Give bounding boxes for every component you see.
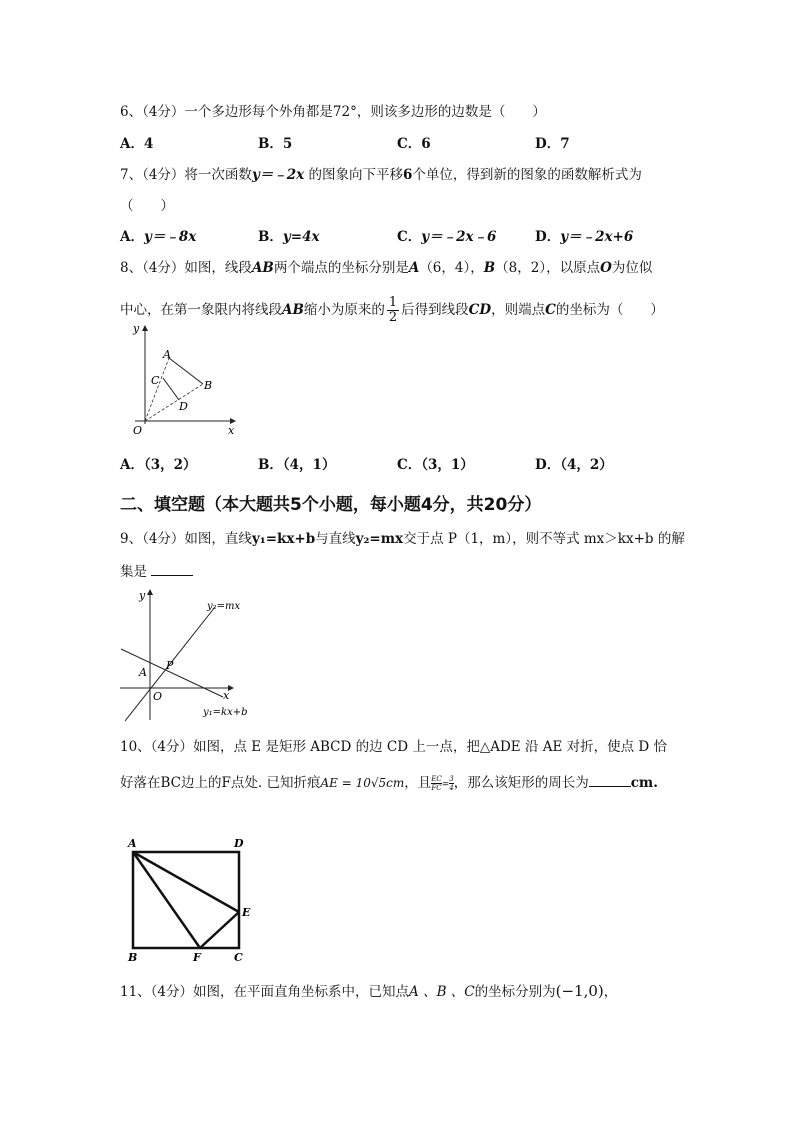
q7-shift: 6	[403, 167, 413, 183]
q11-stem: 11、（4分）如图，在平面直角坐标系中，已知点A 、B 、C的坐标分别为(−1,0)，	[120, 982, 618, 1000]
q10-fig-label-a: A	[128, 837, 137, 850]
q7-stem-a: 7、（4分）将一次函数	[120, 167, 252, 183]
q9-fig-label-p: P	[166, 659, 174, 672]
q8-fig-label-c: C	[151, 374, 160, 387]
q8-fig-label-a: A	[163, 348, 171, 361]
q10-ratio-right: $\frac{3}{4}$	[449, 775, 454, 792]
q10-fig-label-e: E	[242, 906, 251, 919]
q8-fig-label-b: B	[204, 379, 213, 392]
q11-points: A 、B 、C	[409, 984, 475, 1000]
q9-fig-label-y2: y₂=mx	[207, 601, 241, 612]
q9-fig-label-o: O	[153, 690, 163, 703]
q10-fold-length: AE = 10√5cm	[320, 776, 405, 790]
q10-figure	[118, 830, 263, 965]
q8-option-c: C．（3，1）	[397, 457, 474, 473]
q6-option-d: D．7	[535, 136, 570, 152]
q6-option-a: A．4	[120, 136, 154, 152]
q8-fig-label-x: x	[228, 424, 235, 437]
q10-answer-blank[interactable]	[589, 772, 631, 787]
q9-fig-label-y1: y₁=kx+b	[203, 707, 248, 718]
q7-function: y＝﹣2x	[251, 167, 305, 183]
q8-fig-label-y: y	[133, 322, 140, 335]
q7-stem	[120, 165, 642, 185]
q8-option-b: B．（4，1）	[258, 457, 336, 473]
q9-figure	[115, 585, 265, 725]
q8-option-d: D．（4，2）	[535, 457, 613, 473]
q6-option-b: B．5	[258, 136, 293, 152]
q8-fig-label-d: D	[179, 400, 188, 413]
q11-coordinate: (−1,0)	[555, 982, 604, 1000]
q9-fig-label-x: x	[223, 689, 230, 702]
q8-stem: 8、（4分）如图，线段AB两个端点的坐标分别是A（6，4），B（8，2），以原点O为位似	[120, 260, 653, 276]
q8-figure	[125, 320, 245, 440]
q7-option-c: C．y＝﹣2x﹣6	[397, 229, 497, 245]
q6-stem: 6、（4分）一个多边形每个外角都是72°，则该多边形的边数是（ ）	[120, 104, 546, 120]
q9-fig-label-y: y	[139, 589, 146, 602]
q9-stem-line2: 集是	[120, 561, 193, 582]
q7-option-a: A．y＝﹣8x	[120, 229, 197, 245]
q7-option-d: D．y＝﹣2x+6	[535, 229, 634, 245]
q10-fig-label-f: F	[193, 951, 201, 964]
q7-paren: （ ）	[120, 198, 174, 214]
q9-answer-blank[interactable]	[151, 561, 193, 576]
q7-stem-c: 个单位，得到新的图象的函数解析式为	[412, 167, 642, 183]
q9-fig-label-a: A	[139, 666, 147, 679]
q8-fig-label-o: O	[133, 424, 143, 437]
q8-fraction: $\frac{1}{2}$	[388, 295, 398, 325]
q6-option-c: C．6	[397, 136, 431, 152]
q8-stem-line2: 中心，在第一象限内将线段AB缩小为原来的 $\frac{1}{2}$ 后得到线段CD，则端点C的坐标为（ ）	[120, 295, 664, 325]
q7-option-b: B．y=4x	[258, 229, 320, 245]
section-heading: 二、填空题（本大题共5个小题，每小题4分，共20分）	[120, 495, 542, 515]
q10-fig-label-c: C	[234, 951, 243, 964]
q10-fig-label-b: B	[128, 951, 138, 964]
q9-stem: 9、（4分）如图，直线y₁=kx+b与直线y₂=mx交于点 P（1，m），则不等式 mx＞kx+b 的解	[120, 531, 685, 547]
q10-ratio-left: $\frac{EC}{FC}$	[431, 775, 442, 792]
q10-fig-label-d: D	[234, 837, 244, 850]
q10-stem: 10、（4分）如图，点 E 是矩形 ABCD 的边 CD 上一点，把△ADE 沿 AE 对折，使点 D 恰	[120, 739, 668, 755]
q8-option-a: A．（3，2）	[120, 457, 197, 473]
q7-stem-b: 的图象向下平移	[308, 167, 404, 183]
q10-stem-line2: 好落在BC边上的F点处. 已知折痕AE = 10√5cm，且 $\frac{EC}{FC}$ = $\frac{3}{4}$ ，那么该矩形的周长为 cm.	[120, 770, 658, 798]
